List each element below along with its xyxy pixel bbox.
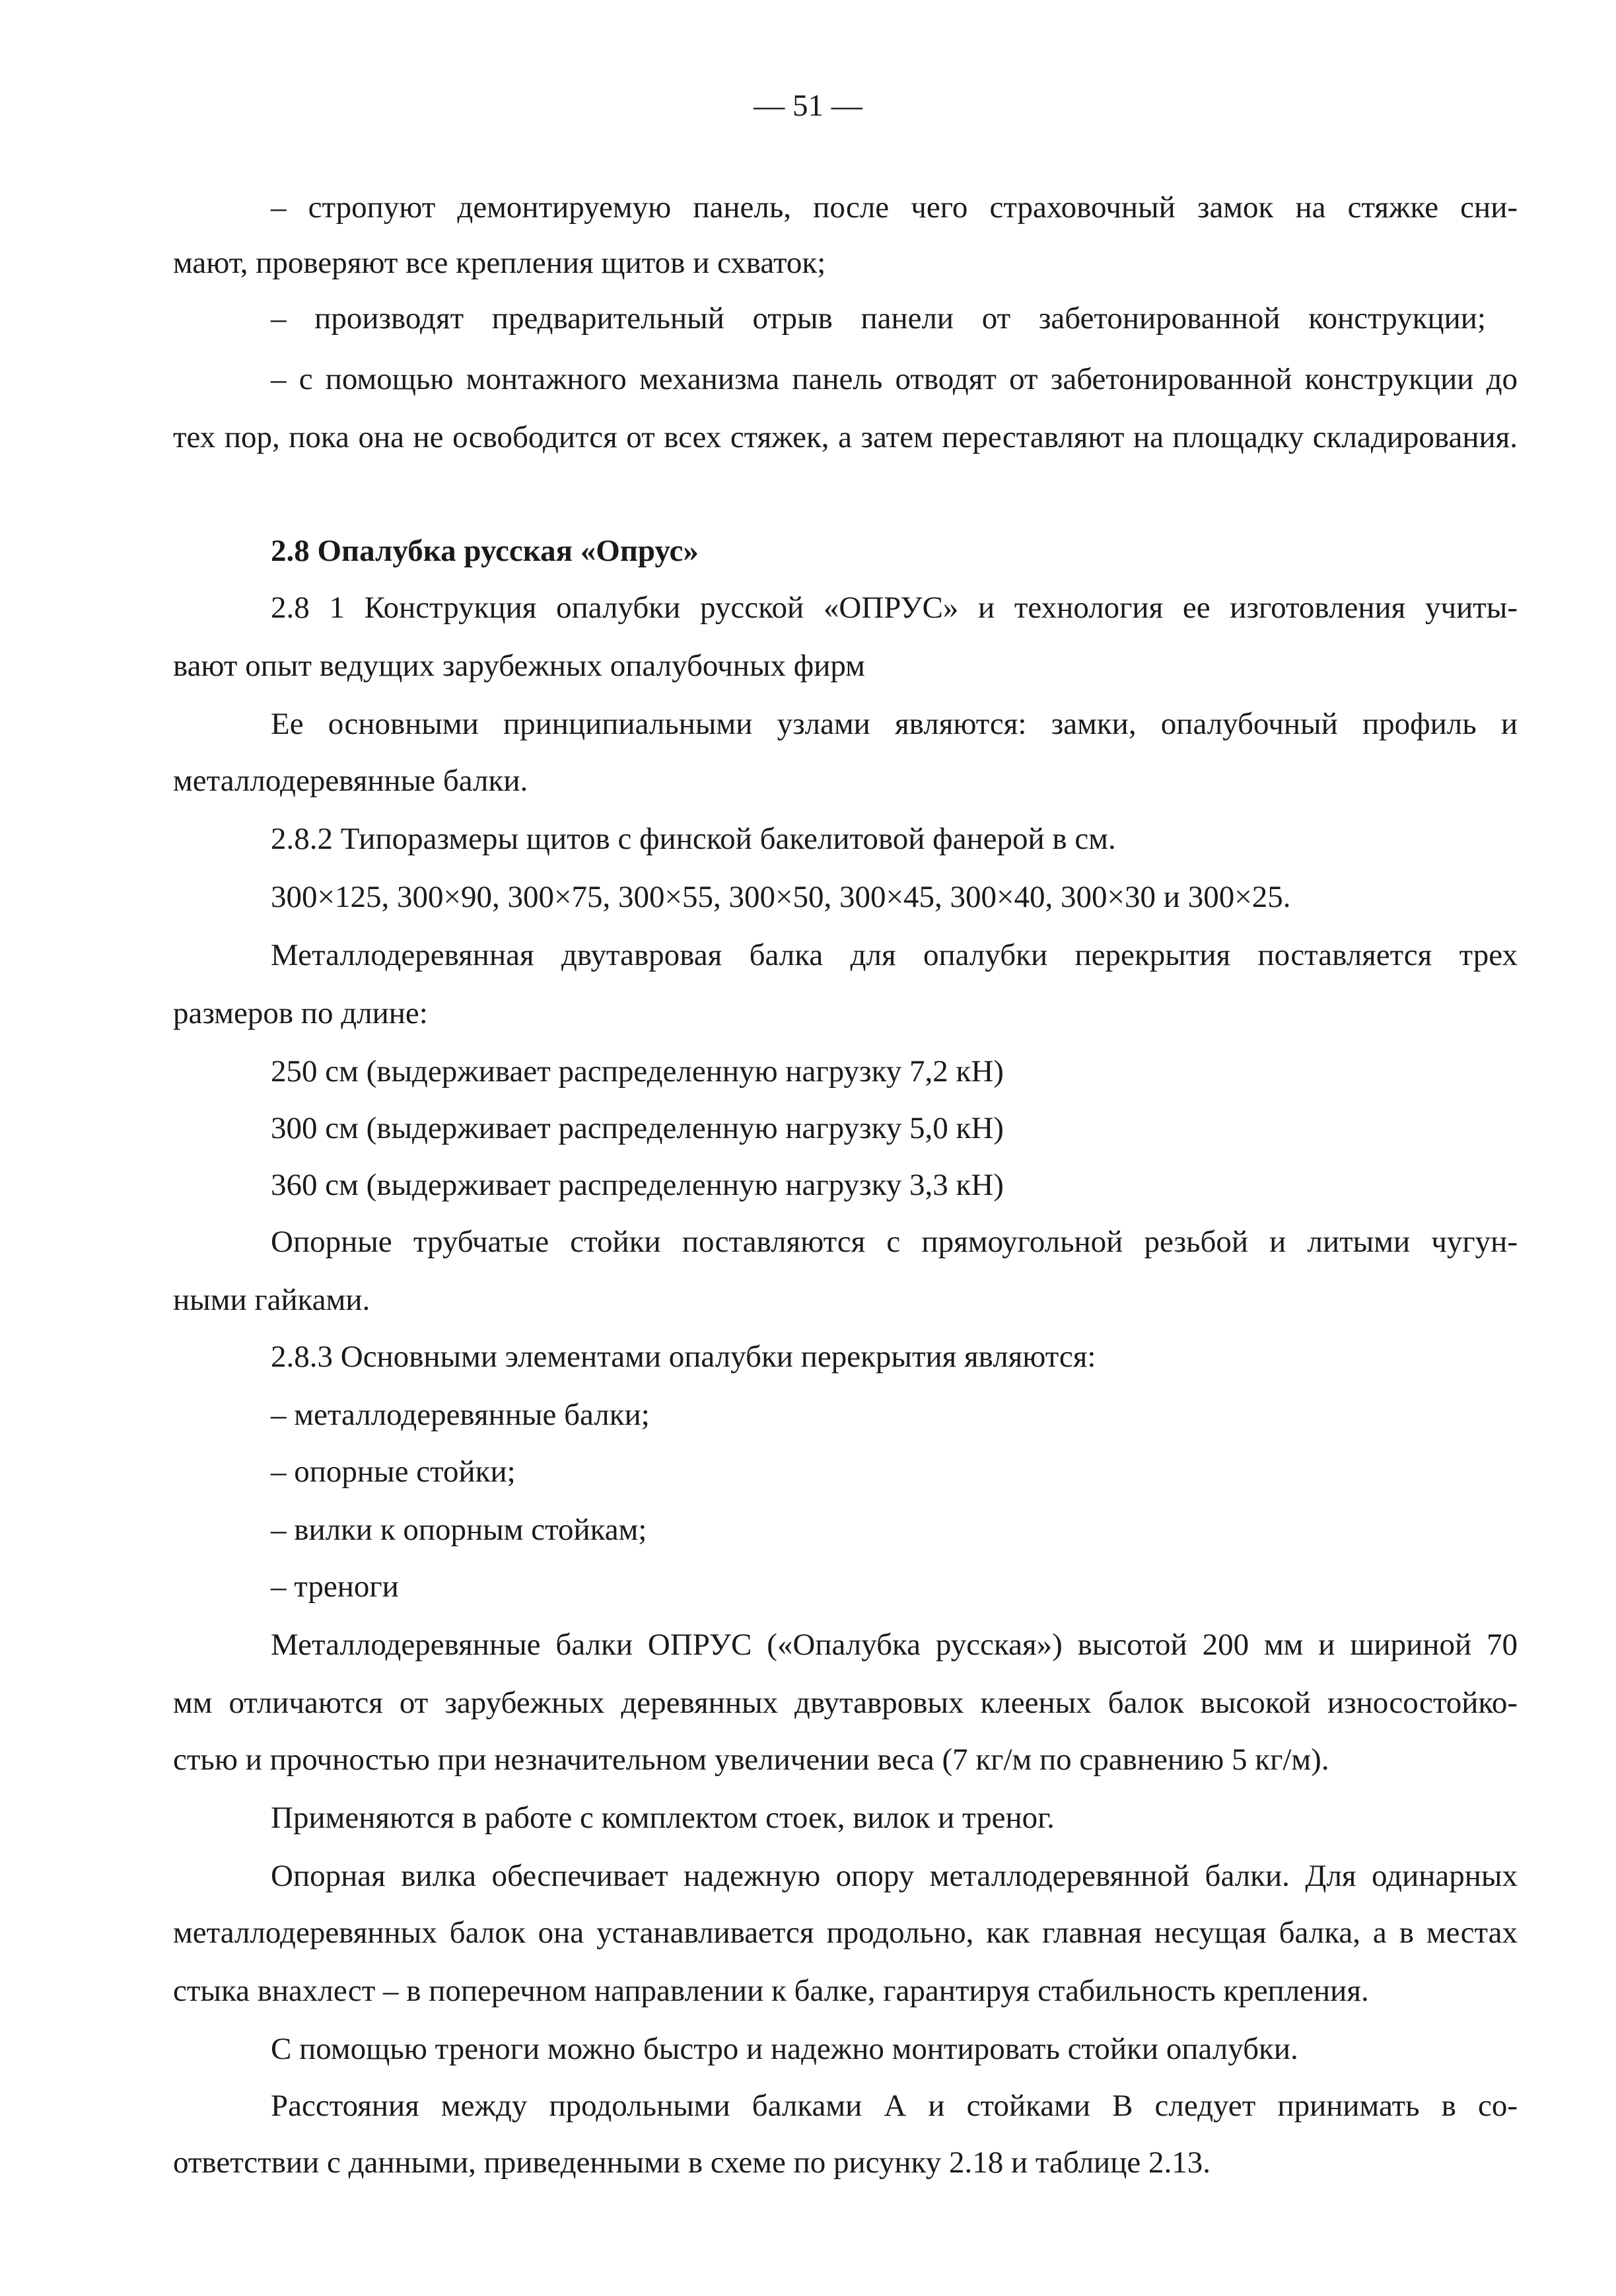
list-item: – металлодеревянные балки; bbox=[271, 1398, 650, 1432]
text-line: 300 см (выдерживает распределенную нагрузку 5,0 кН) bbox=[271, 1111, 1004, 1145]
text-line: 300×125, 300×90, 300×75, 300×55, 300×50, 300×45, 300×40, 300×30 и 300×25. bbox=[271, 880, 1291, 914]
text-line: стью и прочностью при незначительном увеличении веса (7 кг/м по сравнению 5 кг/м). bbox=[173, 1742, 1329, 1777]
text-line: – производят предварительный отрыв панели от забетонированной конструкции; bbox=[271, 301, 1486, 336]
text-line: размеров по длине: bbox=[173, 996, 428, 1030]
text-line: 2.8 1 Конструкция опалубки русской «ОПРУС» и технология ее изготовления учиты- bbox=[271, 591, 1518, 625]
text-line: металлодеревянных балок она устанавливается продольно, как главная несущая балка, а в местах bbox=[173, 1916, 1518, 1950]
text-line: Опорная вилка обеспечивает надежную опору металлодеревянной балки. Для одинарных bbox=[271, 1859, 1518, 1893]
page-number: — 51 — bbox=[754, 89, 862, 123]
text-line: – стропуют демонтируемую панель, после чего страховочный замок на стяжке сни- bbox=[271, 190, 1518, 225]
text-line: Опорные трубчатые стойки поставляются с прямоугольной резьбой и литыми чугун- bbox=[271, 1225, 1518, 1259]
text-line: Ее основными принципиальными узлами являются: замки, опалубочный профиль и bbox=[271, 707, 1518, 741]
section-heading: 2.8 Опалубка русская «Опрус» bbox=[271, 534, 699, 568]
text-line: 2.8.2 Типоразмеры щитов с финской бакелитовой фанерой в см. bbox=[271, 822, 1116, 856]
list-item: – вилки к опорным стойкам; bbox=[271, 1513, 647, 1547]
list-item: – треноги bbox=[271, 1569, 399, 1604]
text-line: мм отличаются от зарубежных деревянных двутавровых клееных балок высокой износостойко- bbox=[173, 1686, 1518, 1720]
text-line: мают, проверяют все крепления щитов и схваток; bbox=[173, 246, 826, 280]
text-line: Металлодеревянная двутавровая балка для опалубки перекрытия поставляется трех bbox=[271, 938, 1518, 972]
text-line: тех пор, пока она не освободится от всех стяжек, а затем переставляют на площадку складирования. bbox=[173, 420, 1518, 454]
text-line: С помощью треноги можно быстро и надежно монтировать стойки опалубки. bbox=[271, 2032, 1298, 2066]
text-line: металлодеревянные балки. bbox=[173, 764, 528, 798]
text-line: стыка внахлест – в поперечном направлении к балке, гарантируя стабильность крепления. bbox=[173, 1974, 1369, 2008]
text-line: 250 см (выдерживает распределенную нагрузку 7,2 кН) bbox=[271, 1054, 1004, 1089]
text-line: ответствии с данными, приведенными в схеме по рисунку 2.18 и таблице 2.13. bbox=[173, 2145, 1211, 2180]
text-line: 360 см (выдерживает распределенную нагрузку 3,3 кН) bbox=[271, 1168, 1004, 1202]
list-item: – опорные стойки; bbox=[271, 1454, 516, 1489]
text-line: ными гайками. bbox=[173, 1283, 370, 1317]
text-line: Применяются в работе с комплектом стоек, вилок и треног. bbox=[271, 1801, 1055, 1835]
text-line: – с помощью монтажного механизма панель отводят от забетонированной конструкции до bbox=[271, 362, 1518, 396]
text-line: Расстояния между продольными балками А и стойками В следует принимать в со- bbox=[271, 2089, 1518, 2123]
text-line: Металлодеревянные балки ОПРУС («Опалубка русская») высотой 200 мм и шириной 70 bbox=[271, 1628, 1518, 1662]
text-line: вают опыт ведущих зарубежных опалубочных фирм bbox=[173, 649, 865, 683]
text-line: 2.8.3 Основными элементами опалубки перекрытия являются: bbox=[271, 1340, 1096, 1374]
